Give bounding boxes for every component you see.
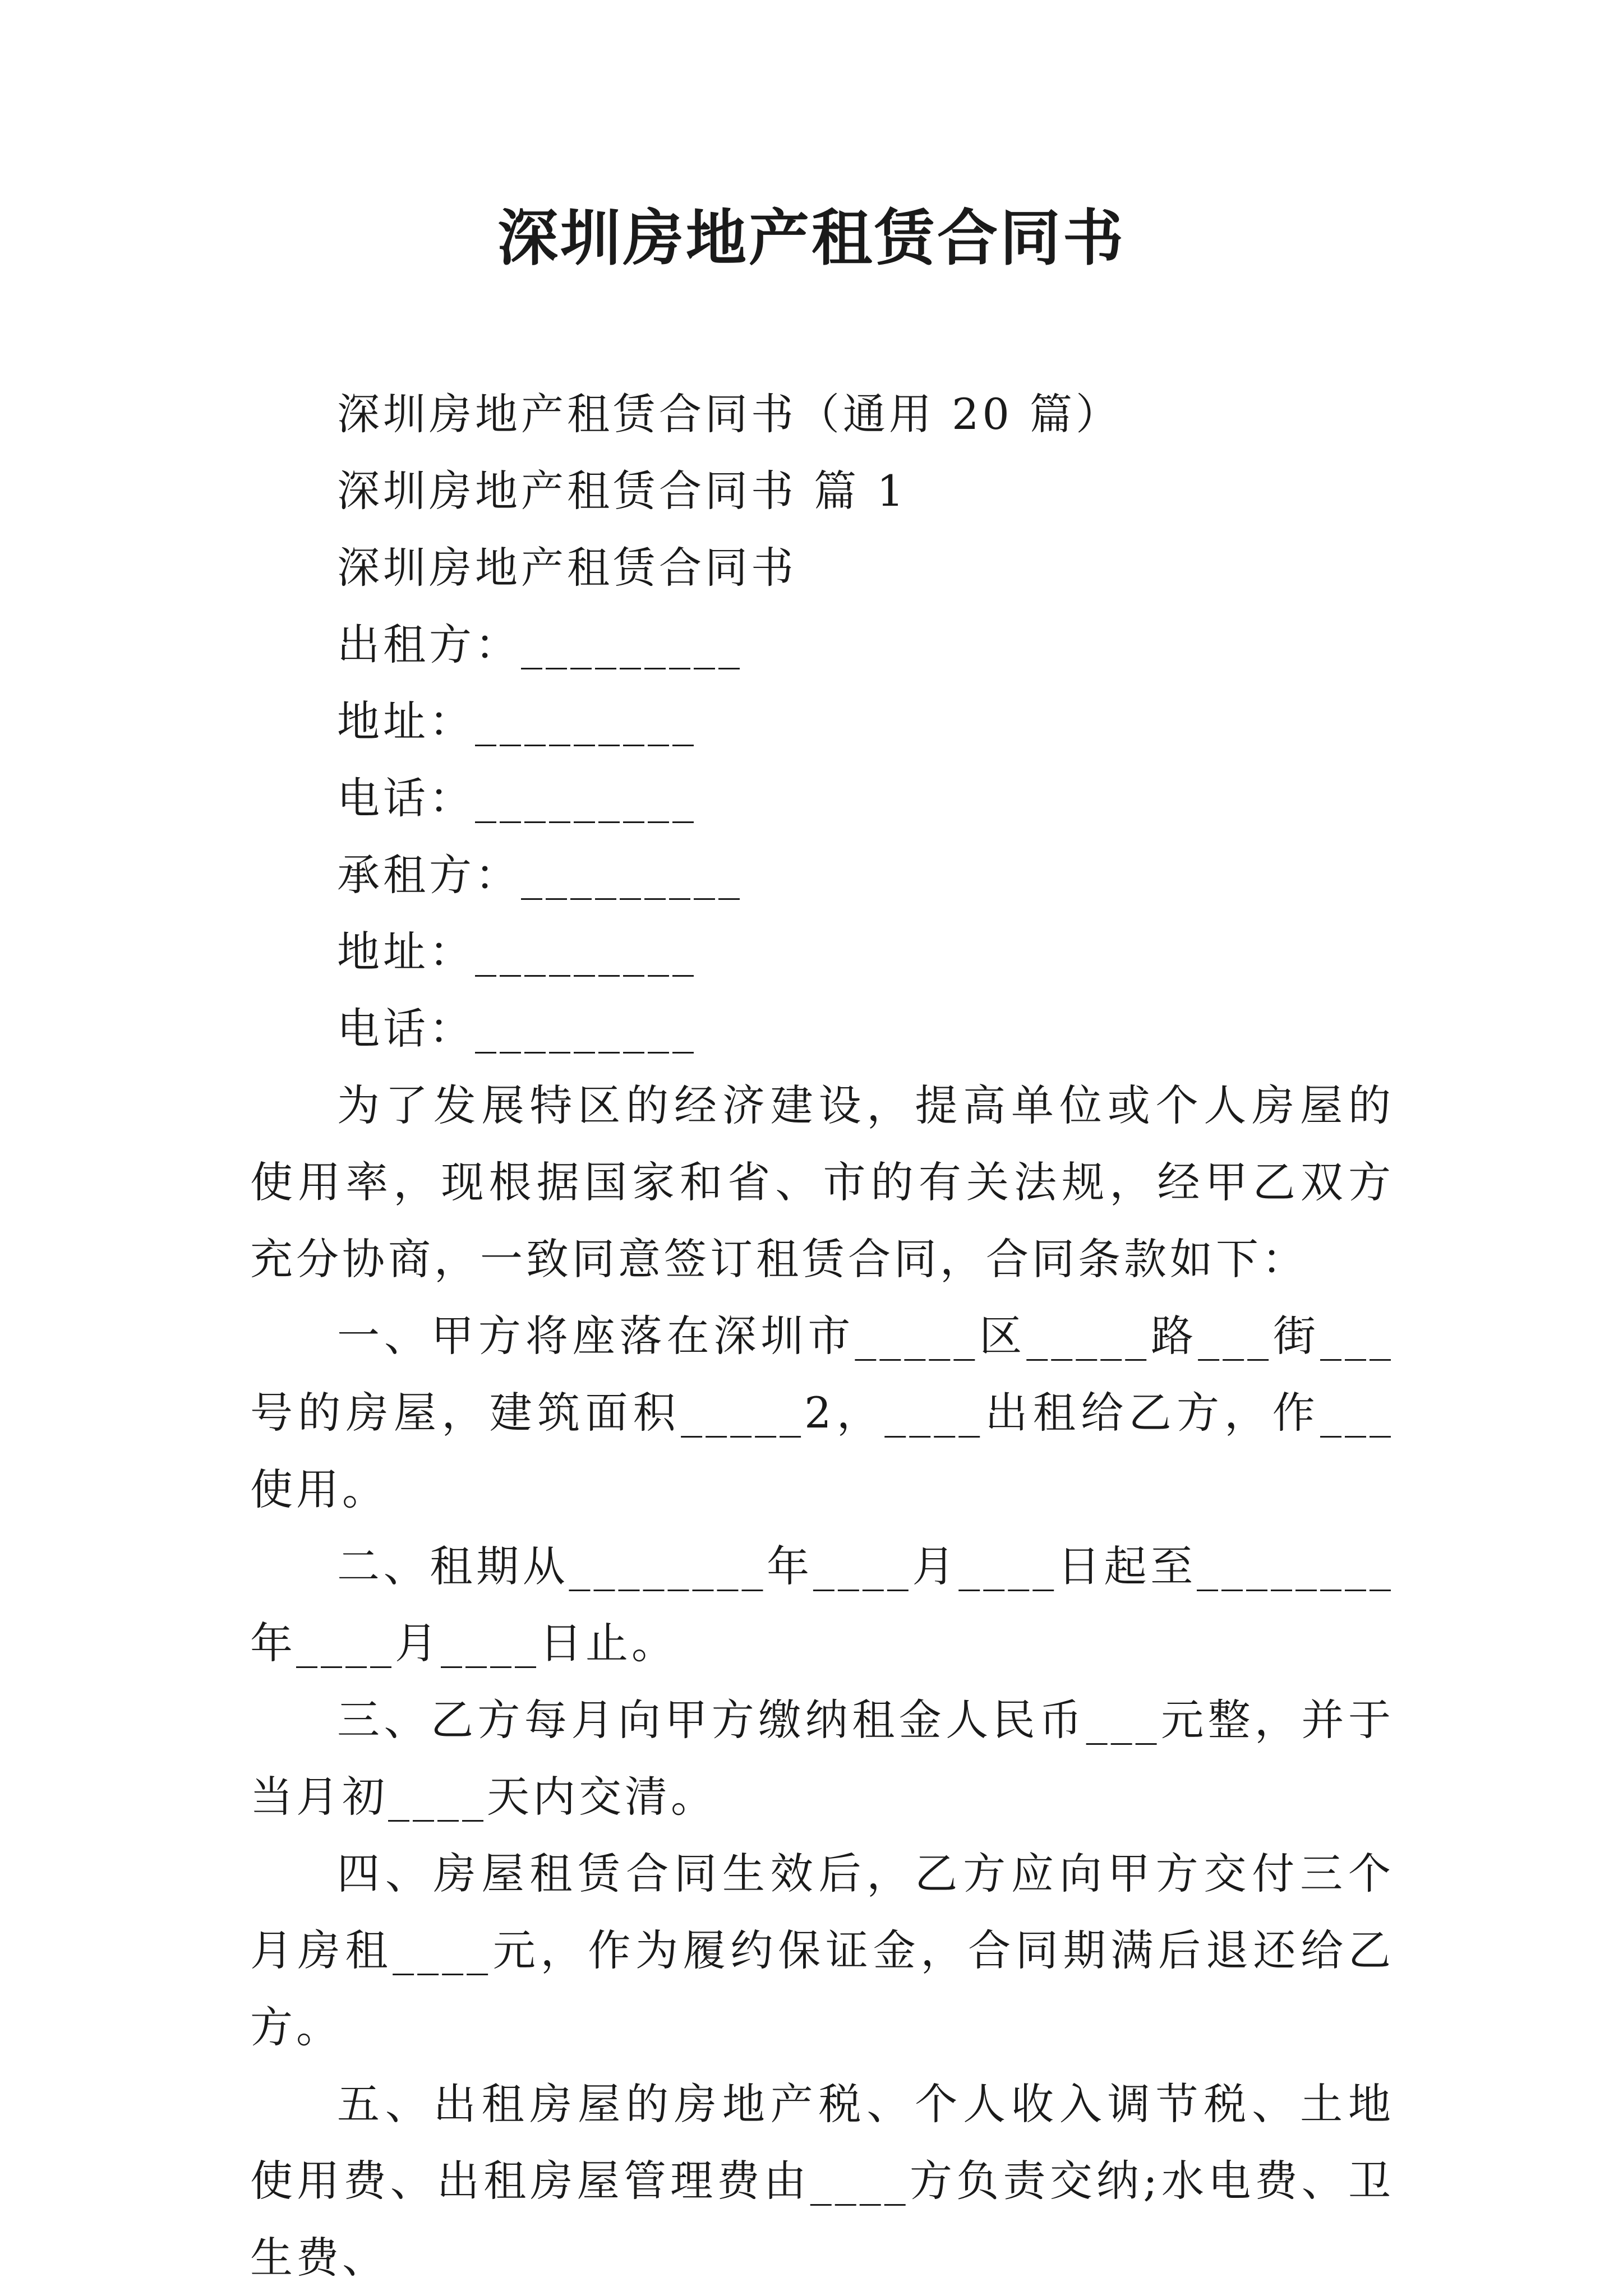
lessor-phone-field: 电话：_________ (337, 773, 697, 823)
contract-clauses (250, 1067, 1394, 2296)
section-heading: 深圳房地产租赁合同书 篇 1 (337, 466, 907, 516)
clause-5-paragraph: 五、出租房屋的房地产税、个人收入调节税、土地使用费、出租房屋管理费由____方负责交纳;水电费、卫生费、 (250, 2079, 1394, 2283)
clause-4-paragraph: 四、房屋租赁合同生效后，乙方应向甲方交付三个月房租____元，作为履约保证金，合同期满后退还给乙方。 (250, 1849, 1394, 2052)
lessor-address-field: 地址：_________ (337, 696, 697, 746)
document-body (250, 376, 1394, 2296)
lessee-address-field: 地址：_________ (337, 927, 697, 977)
preamble-paragraph: 为了发展特区的经济建设，提高单位或个人房屋的使用率，现根据国家和省、市的有关法规，经甲乙双方充分协商，一致同意签订租赁合同，合同条款如下： (250, 1080, 1394, 1284)
clause-2-paragraph: 二、租期从________年____月____日起至________年____月____日止。 (250, 1541, 1394, 1668)
lessor-field: 出租方：_________ (337, 620, 743, 669)
lessee-phone-field: 电话：_________ (337, 1004, 697, 1054)
document-title: 深圳房地产租赁合同书 (497, 203, 1126, 274)
subtitle-line: 深圳房地产租赁合同书（通用 20 篇） (337, 389, 1122, 439)
clause-3-paragraph: 三、乙方每月向甲方缴纳租金人民币___元整，并于当月初____天内交清。 (250, 1695, 1394, 1822)
clause-1-paragraph: 一、甲方将座落在深圳市_____区_____路___街___号的房屋，建筑面积_____2，____出租给乙方，作___使用。 (250, 1311, 1394, 1514)
contract-heading: 深圳房地产租赁合同书 (337, 543, 797, 593)
lessee-field: 承租方：_________ (337, 850, 743, 900)
